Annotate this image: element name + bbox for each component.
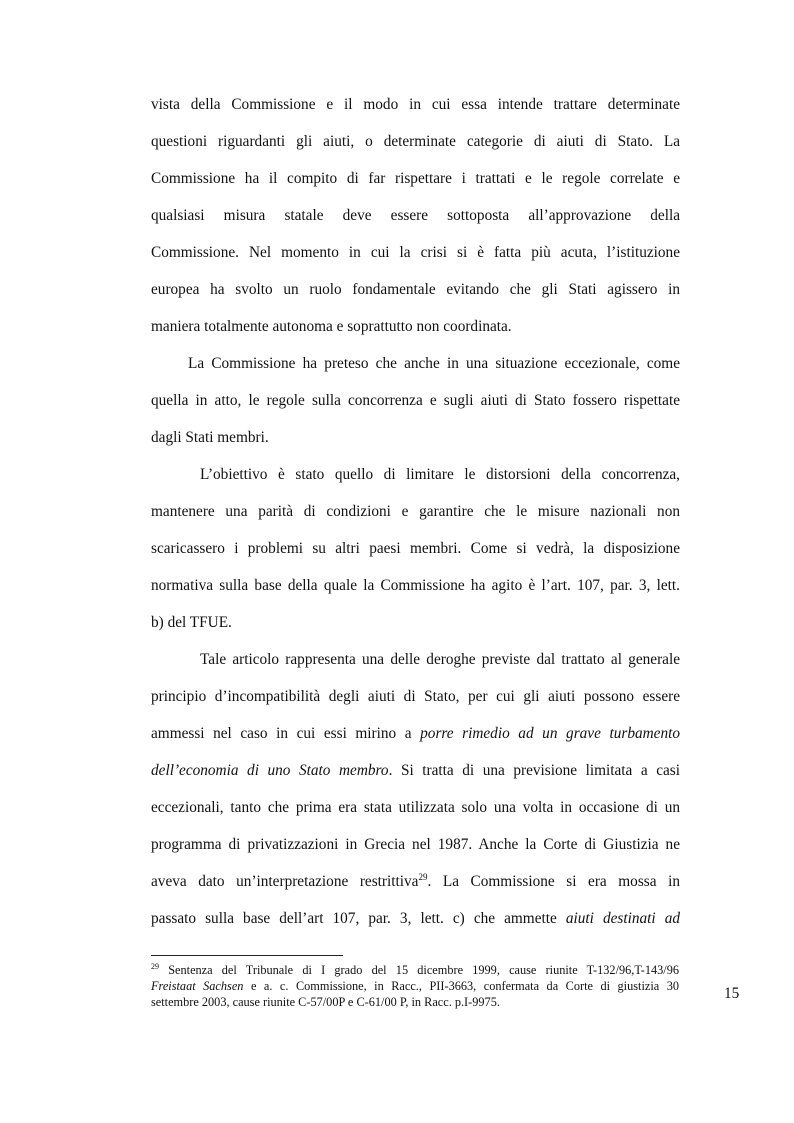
- body-line: maniera totalmente autonoma e soprattutto non coordinata.: [151, 318, 512, 335]
- body-line: principio d’incompatibilità degli aiuti di Stato, per cui gli aiuti possono essere: [151, 688, 680, 705]
- italic-text: porre rimedio ad un grave turbamento: [420, 725, 680, 742]
- body-line: europea ha svolto un ruolo fondamentale evitando che gli Stati agissero in: [151, 281, 680, 298]
- body-line: dagli Stati membri.: [151, 429, 269, 446]
- body-text: . La Commissione si era mossa in: [427, 873, 680, 890]
- body-line: [151, 909, 680, 929]
- body-line: qualsiasi misura statale deve essere sottoposta all’approvazione della: [151, 207, 680, 224]
- body-line: programma di privatizzazioni in Grecia nel 1987. Anche la Corte di Giustizia ne: [151, 836, 680, 853]
- body-line: vista della Commissione e il modo in cui essa intende trattare determinate: [151, 96, 680, 113]
- body-line: mantenere una parità di condizioni e garantire che le misure nazionali non: [151, 503, 680, 520]
- footnote-separator: [151, 955, 343, 956]
- body-line: Tale articolo rappresenta una delle deroghe previste dal trattato al generale: [200, 651, 680, 668]
- body-line: Commissione ha il compito di far rispettare i trattati e le regole correlate e: [151, 170, 680, 187]
- body-line: [151, 761, 680, 781]
- footnote-number: 29: [151, 962, 159, 971]
- body-line: [151, 872, 680, 892]
- footnote-line: [151, 979, 679, 995]
- body-line: normativa sulla base della quale la Commissione ha agito è l’art. 107, par. 3, lett.: [151, 577, 680, 594]
- italic-text: aiuti destinati ad: [565, 910, 680, 927]
- footnote-reference[interactable]: 29: [418, 872, 428, 882]
- body-line: b) del TFUE.: [151, 614, 232, 631]
- body-line: eccezionali, tanto che prima era stata utilizzata solo una volta in occasione di un: [151, 799, 680, 816]
- footnote-text: Sentenza del Tribunale di I grado del 15 dicembre 1999, cause riunite T-132/96,T-143/96: [168, 963, 679, 977]
- body-text: passato sulla base dell’art 107, par. 3, lett. c) che ammette: [151, 910, 557, 927]
- body-line: La Commissione ha preteso che anche in una situazione eccezionale, come: [188, 355, 680, 372]
- body-text: aveva dato un’interpretazione restrittiva: [151, 873, 419, 890]
- footnote-text: e a. c. Commissione, in Racc., PII-3663, confermata da Corte di giustizia 30: [250, 979, 679, 993]
- body-line: scaricassero i problemi su altri paesi membri. Come si vedrà, la disposizione: [151, 540, 680, 557]
- italic-text: dell’economia di uno Stato membro: [151, 762, 389, 779]
- body-text: . Si tratta di una previsione limitata a casi: [388, 762, 681, 779]
- body-line: Commissione. Nel momento in cui la crisi si è fatta più acuta, l’istituzione: [151, 244, 680, 261]
- footnote-line: settembre 2003, cause riunite C-57/00P e C-61/00 P, in Racc. p.I-9975.: [151, 995, 500, 1009]
- footnote-line: [151, 963, 679, 979]
- body-text: ammessi nel caso in cui essi mirino a: [151, 725, 412, 742]
- body-line: quella in atto, le regole sulla concorrenza e sugli aiuti di Stato fossero rispettate: [151, 392, 680, 409]
- body-line: questioni riguardanti gli aiuti, o determinate categorie di aiuti di Stato. La: [151, 133, 680, 150]
- body-line: L’obiettivo è stato quello di limitare le distorsioni della concorrenza,: [200, 466, 680, 483]
- page-number: 15: [724, 985, 740, 1002]
- italic-text: Freistaat Sachsen: [151, 979, 244, 993]
- body-line: [151, 724, 680, 744]
